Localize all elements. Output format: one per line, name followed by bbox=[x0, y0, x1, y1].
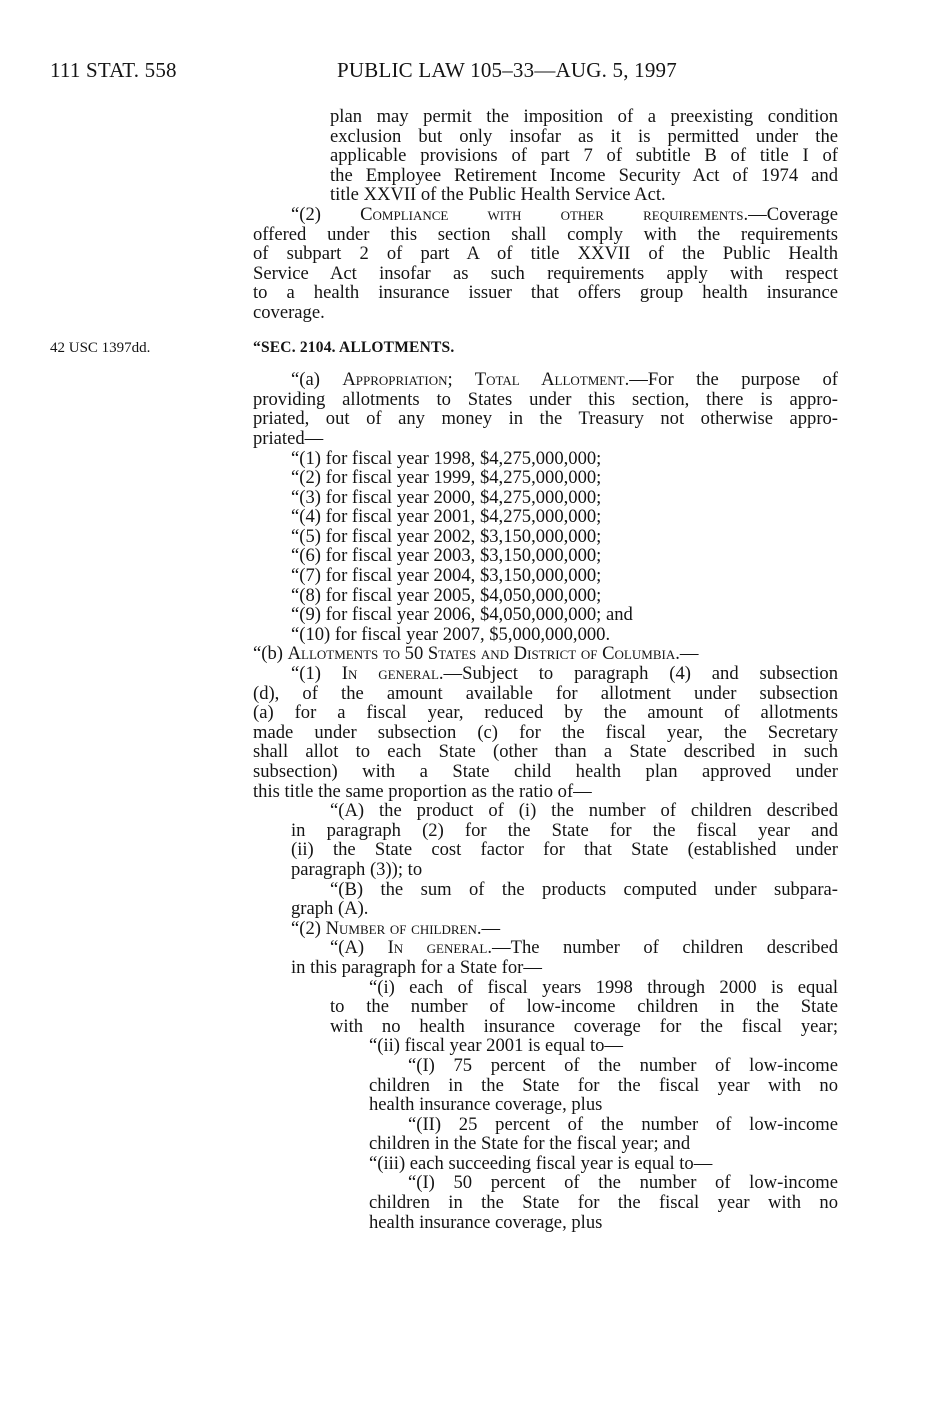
line-text: “(8) for fiscal year 2005, $4,050,000,000; bbox=[291, 584, 602, 606]
line-text: plan may permit the imposition of a preexisting condition bbox=[330, 106, 838, 127]
line-text: children in the State for the fiscal year; and bbox=[369, 1133, 691, 1155]
text-line bbox=[253, 303, 838, 323]
line-text: .—The number of children described bbox=[487, 937, 838, 959]
text-line bbox=[253, 409, 838, 429]
text-line bbox=[253, 762, 838, 782]
text-line bbox=[253, 919, 838, 939]
text-line bbox=[253, 390, 838, 410]
text-line bbox=[253, 860, 838, 880]
text-line bbox=[253, 684, 838, 704]
line-text: “(I) 50 percent of the number of low-income bbox=[408, 1172, 838, 1194]
paragraph-heading: In general bbox=[387, 937, 488, 959]
line-text: of subpart 2 of part A of title XXVII of the Public Health bbox=[253, 243, 838, 265]
text-line bbox=[253, 283, 838, 303]
paragraph-marker: “(a) bbox=[291, 369, 343, 391]
paragraph-marker: “(2) bbox=[291, 203, 361, 225]
paragraph-heading: Compliance with other requirements bbox=[360, 203, 744, 225]
text-line bbox=[253, 107, 838, 127]
text-line bbox=[253, 185, 838, 205]
text-line bbox=[253, 225, 838, 245]
page-stat-number: 111 STAT. 558 bbox=[50, 58, 177, 82]
text-line bbox=[253, 840, 838, 860]
text-line bbox=[253, 605, 838, 625]
text-line bbox=[253, 978, 838, 998]
line-text: .— bbox=[675, 643, 699, 665]
paragraph-marker: “(1) bbox=[291, 663, 342, 685]
text-line bbox=[253, 821, 838, 841]
line-text: this title the same proportion as the ratio of— bbox=[253, 780, 592, 802]
text-line bbox=[253, 205, 838, 225]
line-text: subsection) with a State child health plan approved under bbox=[253, 761, 838, 782]
text-line bbox=[253, 782, 838, 802]
margin-citation: 42 USC 1397dd. bbox=[50, 340, 151, 356]
line-text: .—Coverage bbox=[743, 203, 838, 225]
line-text: children in the State for the fiscal year with no bbox=[369, 1074, 838, 1096]
text-line bbox=[253, 507, 838, 527]
line-text: “(2) for fiscal year 1999, $4,275,000,000; bbox=[291, 467, 602, 489]
line-text: health insurance coverage, plus bbox=[369, 1211, 603, 1233]
line-text: priated, out of any money in the Treasury not otherwise appro- bbox=[253, 408, 838, 430]
text-line bbox=[253, 527, 838, 547]
text-line bbox=[253, 1154, 838, 1174]
section-heading-text: “SEC. 2104. ALLOTMENTS. bbox=[253, 338, 455, 356]
line-text: “(i) each of fiscal years 1998 through 2000 is equal bbox=[369, 976, 838, 998]
text-line bbox=[253, 1115, 838, 1135]
text-line bbox=[253, 586, 838, 606]
line-text: (ii) the State cost factor for that State (established under bbox=[291, 839, 838, 861]
line-text: “(4) for fiscal year 2001, $4,275,000,000; bbox=[291, 506, 602, 528]
line-text: graph (A). bbox=[291, 898, 369, 920]
text-line bbox=[253, 625, 838, 645]
line-text: “(6) for fiscal year 2003, $3,150,000,000; bbox=[291, 545, 602, 567]
paragraph-heading: Number of children bbox=[325, 917, 477, 939]
text-line bbox=[253, 370, 838, 390]
text-line bbox=[253, 146, 838, 166]
text-line bbox=[253, 1076, 838, 1096]
line-text: exclusion but only insofar as it is permitted under the bbox=[330, 125, 838, 147]
text-line bbox=[253, 703, 838, 723]
line-text: “(II) 25 percent of the number of low-income bbox=[408, 1113, 838, 1135]
line-text: the Employee Retirement Income Security Act of 1974 and bbox=[330, 164, 838, 186]
line-text: “(9) for fiscal year 2006, $4,050,000,000; and bbox=[291, 604, 633, 626]
statute-body bbox=[253, 107, 838, 1232]
line-text: “(A) the product of (i) the number of children described bbox=[330, 800, 838, 822]
line-text: coverage. bbox=[253, 301, 325, 323]
text-line bbox=[253, 938, 838, 958]
line-text: offered under this section shall comply with the requirements bbox=[253, 223, 838, 245]
text-line bbox=[253, 264, 838, 284]
paragraph-heading: Allotments to 50 States and District of Columbia bbox=[287, 643, 676, 665]
paragraph-marker: “(A) bbox=[330, 937, 388, 959]
text-line bbox=[253, 880, 838, 900]
line-text: in paragraph (2) for the State for the fiscal year and bbox=[291, 819, 838, 841]
line-text: with no health insurance coverage for the fiscal year; bbox=[330, 1015, 838, 1037]
paragraph-heading: In general bbox=[341, 663, 439, 685]
paragraph-marker: “(b) bbox=[253, 643, 288, 665]
line-text: “(5) for fiscal year 2002, $3,150,000,000; bbox=[291, 525, 602, 547]
line-text: shall allot to each State (other than a State described in such bbox=[253, 741, 838, 763]
line-text: “(B) the sum of the products computed under subpara- bbox=[330, 878, 838, 900]
line-text: in this paragraph for a State for— bbox=[291, 956, 542, 978]
line-text: “(10) for fiscal year 2007, $5,000,000,000. bbox=[291, 623, 611, 645]
line-text: “(I) 75 percent of the number of low-income bbox=[408, 1054, 838, 1076]
line-text: .— bbox=[476, 917, 501, 939]
line-text: providing allotments to States under this section, there is appro- bbox=[253, 388, 838, 410]
text-line bbox=[253, 899, 838, 919]
line-text: Service Act insofar as such requirements apply with respect bbox=[253, 262, 838, 284]
text-line bbox=[253, 1056, 838, 1076]
text-line bbox=[253, 644, 838, 664]
line-text: to a health insurance issuer that offers group health insurance bbox=[253, 282, 838, 304]
text-line bbox=[253, 1017, 838, 1037]
line-text: (d), of the amount available for allotment under subsection bbox=[253, 682, 838, 704]
line-text: “(3) for fiscal year 2000, $4,275,000,000; bbox=[291, 486, 602, 508]
running-header: PUBLIC LAW 105–33—AUG. 5, 1997 bbox=[337, 58, 677, 82]
text-line bbox=[253, 958, 838, 978]
text-line bbox=[253, 1173, 838, 1193]
text-line bbox=[253, 742, 838, 762]
section-heading bbox=[253, 337, 838, 357]
line-text: title XXVII of the Public Health Service Act. bbox=[330, 184, 666, 206]
text-line bbox=[253, 801, 838, 821]
text-line bbox=[253, 1134, 838, 1154]
text-line bbox=[253, 664, 838, 684]
line-gap bbox=[253, 356, 838, 370]
text-line bbox=[253, 488, 838, 508]
line-text: .—Subject to paragraph (4) and subsection bbox=[438, 663, 838, 685]
text-line bbox=[253, 468, 838, 488]
line-text: “(1) for fiscal year 1998, $4,275,000,000; bbox=[291, 447, 602, 469]
line-text: “(iii) each succeeding fiscal year is equal to— bbox=[369, 1152, 713, 1174]
line-text: to the number of low-income children in the State bbox=[330, 996, 838, 1018]
line-gap bbox=[253, 323, 838, 337]
line-text: paragraph (3)); to bbox=[291, 858, 423, 880]
text-line bbox=[253, 566, 838, 586]
line-text: “(7) for fiscal year 2004, $3,150,000,000; bbox=[291, 565, 602, 587]
text-line bbox=[253, 429, 838, 449]
line-text: (a) for a fiscal year, reduced by the amount of allotments bbox=[253, 702, 838, 724]
text-line bbox=[253, 723, 838, 743]
text-line bbox=[253, 449, 838, 469]
paragraph-heading: Appropriation; Total Allotment bbox=[342, 369, 625, 391]
text-line bbox=[253, 997, 838, 1017]
line-text: .—For the purpose of bbox=[624, 369, 838, 391]
text-line bbox=[253, 1213, 838, 1233]
text-line bbox=[253, 127, 838, 147]
paragraph-marker: “(2) bbox=[291, 917, 326, 939]
text-line bbox=[253, 166, 838, 186]
line-text: applicable provisions of part 7 of subtitle B of title I of bbox=[330, 145, 838, 167]
line-text: priated— bbox=[253, 427, 324, 449]
text-line bbox=[253, 244, 838, 264]
line-text: children in the State for the fiscal year with no bbox=[369, 1192, 838, 1214]
text-line bbox=[253, 1036, 838, 1056]
text-line bbox=[253, 1193, 838, 1213]
line-text: health insurance coverage, plus bbox=[369, 1094, 603, 1116]
line-text: made under subsection (c) for the fiscal year, the Secretary bbox=[253, 721, 838, 743]
text-line bbox=[253, 546, 838, 566]
text-line bbox=[253, 1095, 838, 1115]
line-text: “(ii) fiscal year 2001 is equal to— bbox=[369, 1035, 624, 1057]
